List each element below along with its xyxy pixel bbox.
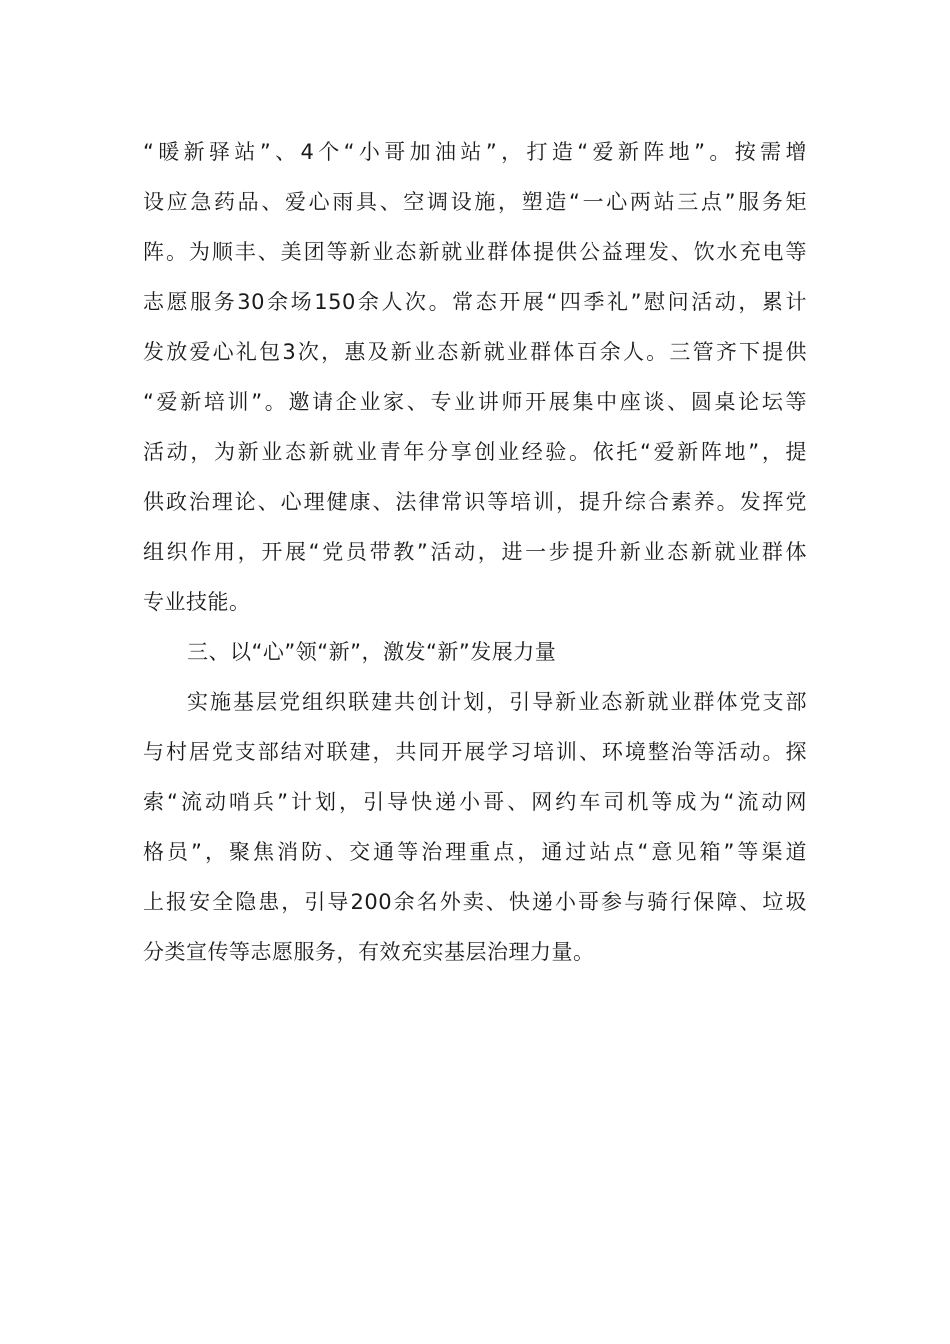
- paragraph-1-line-1: “暖新驿站”、4个“小哥加油站”，打造“爱新阵地”。按需增: [143, 140, 807, 164]
- paragraph-1-line-10: 专业技能。: [143, 590, 251, 614]
- paragraph-1-line-5: 发放爱心礼包3次，惠及新业态新就业群体百余人。三管齐下提供: [143, 340, 807, 364]
- paragraph-1-line-7: 活动，为新业态新就业青年分享创业经验。依托“爱新阵地”，提: [143, 440, 807, 464]
- section-heading: 三、以“心”领“新”，激发“新”发展力量: [187, 640, 557, 664]
- paragraph-2-line-1: 实施基层党组织联建共创计划，引导新业态新就业群体党支部: [187, 690, 807, 714]
- paragraph-2-line-2: 与村居党支部结对联建，共同开展学习培训、环境整治等活动。探: [143, 740, 807, 764]
- paragraph-1-line-6: “爱新培训”。邀请企业家、专业讲师开展集中座谈、圆桌论坛等: [143, 390, 807, 414]
- paragraph-1-line-2: 设应急药品、爱心雨具、空调设施，塑造“一心两站三点”服务矩: [143, 190, 807, 214]
- paragraph-1-line-8: 供政治理论、心理健康、法律常识等培训，提升综合素养。发挥党: [143, 490, 807, 514]
- paragraph-1-line-9: 组织作用，开展“党员带教”活动，进一步提升新业态新就业群体: [143, 540, 807, 564]
- paragraph-2-line-5: 上报安全隐患，引导200余名外卖、快递小哥参与骑行保障、垃圾: [143, 890, 807, 914]
- paragraph-2-line-3: 索“流动哨兵”计划，引导快递小哥、网约车司机等成为“流动网: [143, 790, 807, 814]
- paragraph-2-line-4: 格员”，聚焦消防、交通等治理重点，通过站点“意见箱”等渠道: [143, 840, 807, 864]
- paragraph-1-line-3: 阵。为顺丰、美团等新业态新就业群体提供公益理发、饮水充电等: [143, 240, 807, 264]
- paragraph-2-line-6: 分类宣传等志愿服务，有效充实基层治理力量。: [143, 940, 595, 964]
- paragraph-1-line-4: 志愿服务30余场150余人次。常态开展“四季礼”慰问活动，累计: [143, 290, 807, 314]
